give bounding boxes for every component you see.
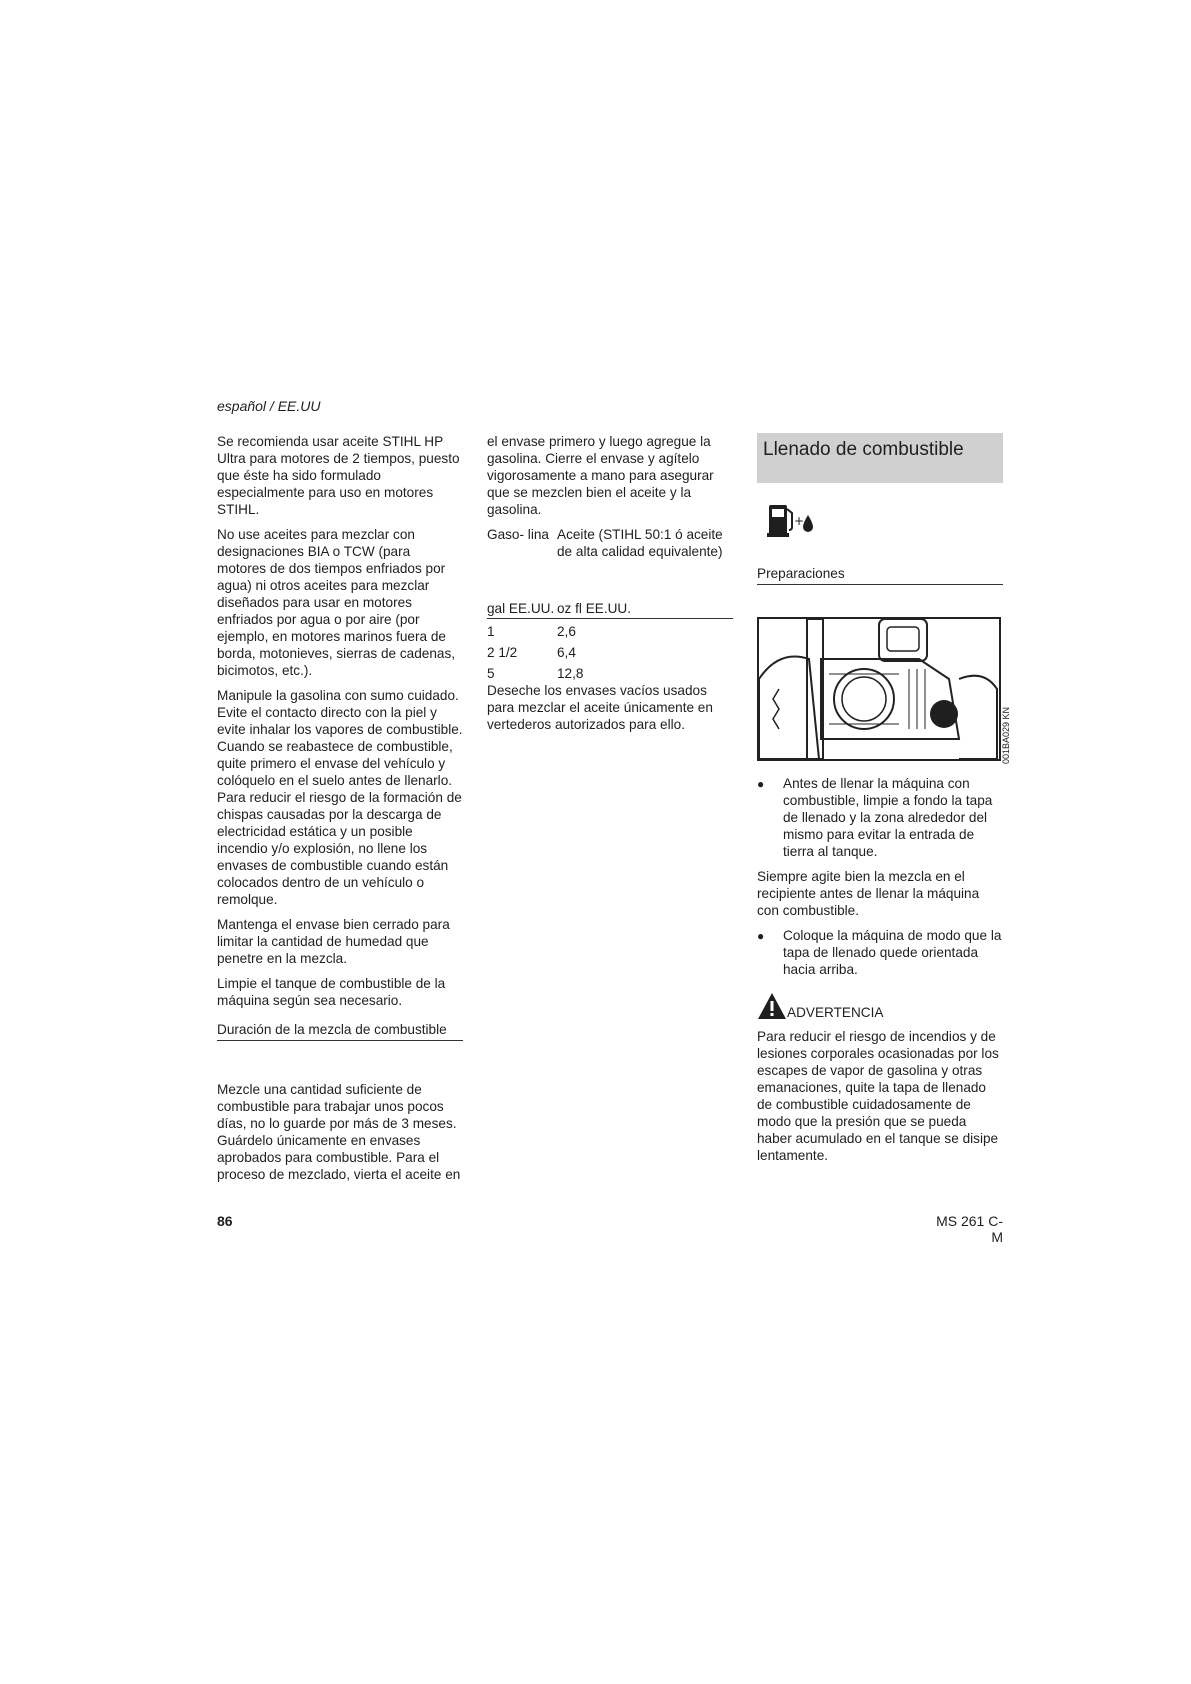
warning-triangle-icon <box>757 992 787 1020</box>
table-row <box>487 623 733 640</box>
table-row <box>487 665 733 682</box>
mix-table-head-oil: Aceite (STIHL 50:1 ó aceite de alta calidad equivalente) <box>557 527 723 559</box>
mix-table-header <box>487 526 733 560</box>
svg-text:+: + <box>794 514 805 528</box>
column-2 <box>487 433 733 741</box>
preparations-heading: Preparaciones <box>757 565 1003 585</box>
paragraph: Se recomienda usar aceite STIHL HP Ultra para motores de 2 tiempos, puesto que éste ha sido formulado especialmente para uso en motores STIHL. <box>217 434 460 517</box>
bullet-dot: ● <box>757 929 765 943</box>
page-number: 86 <box>217 1213 233 1229</box>
mix-table <box>487 526 733 682</box>
mix-table-unit-oz: oz fl EE.UU. <box>557 601 632 616</box>
paragraph: Deseche los envases vacíos usados para mezclar el aceite únicamente en vertederos autorizados para ello. <box>487 683 713 732</box>
mix-table-unit-gal: gal EE.UU. <box>487 601 555 616</box>
table-cell-oz: 12,8 <box>557 666 584 681</box>
mix-table-head-gas: Gaso- lina <box>487 527 549 542</box>
bullet-item <box>757 775 1003 860</box>
table-cell-oz: 6,4 <box>557 645 576 660</box>
section-title: Llenado de combustible <box>757 433 1003 483</box>
column-1 <box>217 433 463 1191</box>
warning-label: ADVERTENCIA <box>787 1005 884 1020</box>
model-name: MS 261 C-M <box>936 1213 1003 1245</box>
table-cell-gal: 5 <box>487 666 495 681</box>
paragraph: Limpie el tanque de combustible de la máquina según sea necesario. <box>217 976 446 1008</box>
bullet-item <box>757 927 1003 978</box>
bullet-text: Antes de llenar la máquina con combustible, limpie a fondo la tapa de llenado y la zona alrededor del mismo para evitar la entrada de tierra al tanque. <box>783 776 993 859</box>
paragraph: Mezcle una cantidad suficiente de combustible para trabajar unos pocos días, no lo guarde por más de 3 meses. Guárdelo únicamente en envases aprobados para combustible. Para el proceso de mezclado, vierta el aceite en <box>217 1082 461 1182</box>
chainsaw-filler-cap-illustration <box>757 617 1011 765</box>
warning-heading <box>757 992 1003 1020</box>
illustration-code: 001BA029 KN <box>1001 707 1011 765</box>
bullet-dot: ● <box>757 777 765 791</box>
fuel-pump-plus-oil-drop-icon <box>767 497 817 541</box>
paragraph: el envase primero y luego agregue la gasolina. Cierre el envase y agítelo vigorosamente a mano para asegurar que se mezclen bien el aceite y la gasolina. <box>487 434 714 517</box>
section-subheading: Duración de la mezcla de combustible <box>217 1021 463 1041</box>
column-3 <box>757 433 1011 1172</box>
paragraph: No use aceites para mezclar con designaciones BIA o TCW (para motores de dos tiempos enfriados por agua) ni otros aceites para mezclar diseñados para usar en motores enfriados por agua o por aire (por ejemplo, en motores marinos fuera de borda, motonieves, sierras de cadenas, bicimotos, etc.). <box>217 527 456 678</box>
table-cell-oz: 2,6 <box>557 624 576 639</box>
mix-table-units <box>487 600 733 619</box>
chainsaw-illustration-drawing <box>759 619 999 759</box>
table-row <box>487 644 733 661</box>
paragraph: Manipule la gasolina con sumo cuidado. Evite el contacto directo con la piel y evite inhalar los vapores de combustible. Cuando se reabastece de combustible, quite primero el envase del vehículo y colóquelo en el suelo antes de llenarlo. Para reducir el riesgo de la formación de chispas causadas por la descarga de electricidad estática y un posible incendio y/o explosión, no llene los envases de combustible cuando están colocados dentro de un vehículo o remolque. <box>217 688 463 907</box>
paragraph: Siempre agite bien la mezcla en el recipiente antes de llenar la máquina con combustible. <box>757 869 980 918</box>
bullet-text: Coloque la máquina de modo que la tapa de llenado quede orientada hacia arriba. <box>783 928 1002 977</box>
language-label: español / EE.UU <box>217 398 321 414</box>
table-cell-gal: 2 1/2 <box>487 645 518 660</box>
table-cell-gal: 1 <box>487 624 495 639</box>
paragraph: Mantenga el envase bien cerrado para limitar la cantidad de humedad que penetre en la mezcla. <box>217 917 450 966</box>
warning-text: Para reducir el riesgo de incendios y de lesiones corporales ocasionadas por los escapes de vapor de gasolina y otras emanaciones, quite la tapa de llenado de combustible cuidadosamente de modo que la presión que se pueda haber acumulado en el tanque se disipe lentamente. <box>757 1029 999 1163</box>
